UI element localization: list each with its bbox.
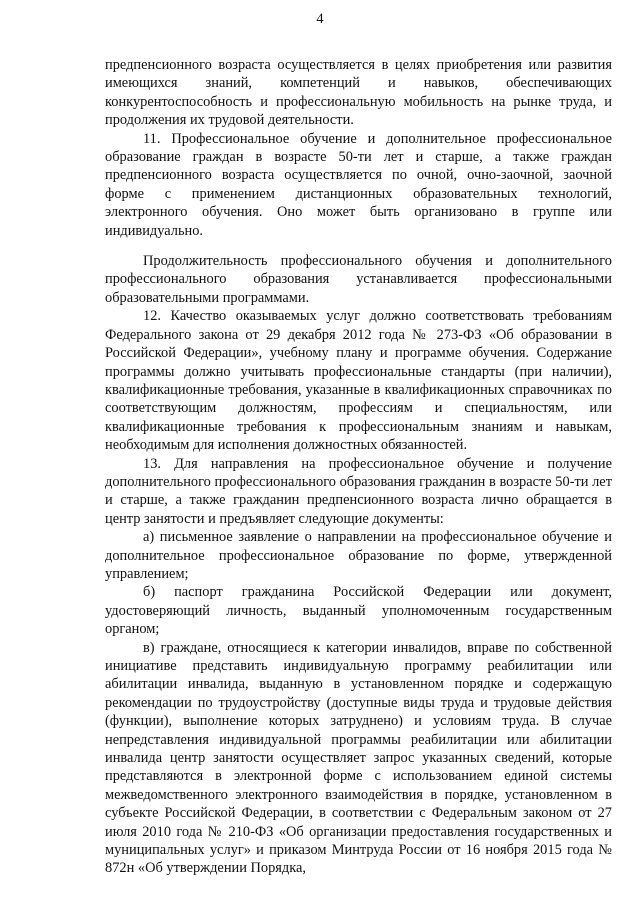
paragraph-item-13b: б) паспорт гражданина Российской Федерации или документ, удостоверяющий личность, выданный уполномоченным государственным органом; xyxy=(105,584,612,638)
page-number: 4 xyxy=(316,11,324,27)
paragraph-item-12: 12. Качество оказываемых услуг должно соответствовать требованиям Федерального закона от 29 декабря 2012 года № 273-ФЗ «Об образовании в Российской Федерации», учебному плану и программе обучения. Содержание программы должно учитывать профессиональные стандарты (при наличии), квалификационные требования, указанные в квалификационных справочниках по соответствующим должностям, профессиям и специальностям, или квалификационные требования к профессиональным знаниям и навыкам, необходимым для исполнения должностных обязанностей. xyxy=(105,308,612,454)
paragraph-duration: Продолжительность профессионального обучения и дополнительного профессионального образования устанавливается профессиональными образовательными программами. xyxy=(105,253,612,306)
paragraph-continuation: предпенсионного возраста осуществляется в целях приобретения или развития имеющихся знаний, компетенций и навыков, обеспечивающих конкурентоспособность и профессиональную мобильность на рынке труда, и продолжения их трудовой деятельности. xyxy=(105,57,612,129)
document-body xyxy=(105,56,612,878)
paragraph-item-13a: а) письменное заявление о направлении на профессиональное обучение и дополнительное профессиональное образование по форме, утвержденной управлением; xyxy=(105,529,612,582)
paragraph-item-11: 11. Профессиональное обучение и дополнительное профессиональное образование граждан в возрасте 50-ти лет и старше, а также граждан предпенсионного возраста осуществляется по очной, очно-заочной, заочной форме с применением дистанционных образовательных технологий, электронного обучения. Оно может быть организовано в группе или индивидуально. xyxy=(105,130,612,239)
paragraph-item-13: 13. Для направления на профессиональное обучение и получение дополнительного профессионального образования гражданин в возрасте 50-ти лет и старше, а также гражданин предпенсионного возраста лично обращается в центр занятости и предъявляет следующие документы: xyxy=(105,455,612,527)
paragraph-item-13v: в) граждане, относящиеся к категории инвалидов, вправе по собственной инициативе представить индивидуальную программу реабилитации или абилитации инвалида, выданную в установленном порядке и содержащую рекомендации по трудоустройству (доступные виды труда и трудовые действия (функции), выполнение которых затруднено) и условиям труда. В случае непредставления индивидуальной программы реабилитации или абилитации инвалида центр занятости осуществляет запрос указанных сведений, которые представляются в электронной форме с использованием единой системы межведомственного электронного взаимодействия в порядке, установленном в субъекте Российской Федерации, в соответствии с Федеральным законом от 27 июля 2010 года № 210-ФЗ «Об организации предоставления государственных и муниципальных услуг» и приказом Минтруда России от 16 ноября 2015 года № 872н «Об утверждении Порядка, xyxy=(105,639,612,877)
